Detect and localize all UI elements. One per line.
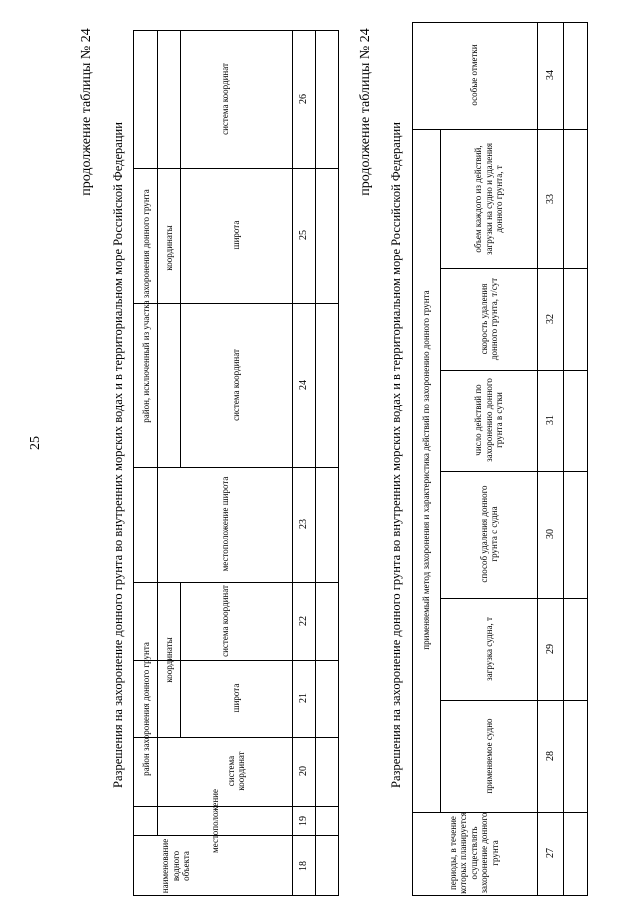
hdr-coord-system-3: система координат <box>230 349 241 421</box>
hdr-object-name: наименование водного объекта <box>160 838 192 894</box>
hdr-coordinates: координаты <box>163 637 174 683</box>
page-number: 25 <box>28 436 43 450</box>
hdr-coord-system-1: система координат <box>225 751 246 791</box>
col-num-22: 22 <box>297 616 309 626</box>
hdr-burial-area: район захоронения донного грунта <box>140 642 151 776</box>
continuation-caption-1: продолжение таблицы № 24 <box>79 28 94 196</box>
hdr-notes: особые отметки <box>468 44 479 106</box>
col-num-27: 27 <box>544 848 556 858</box>
col-num-25: 25 <box>297 230 309 240</box>
hdr-load: загрузка судна, т <box>483 617 494 681</box>
col-num-34: 34 <box>544 70 556 80</box>
hdr-location: местоположение <box>209 789 220 853</box>
col-num-30: 30 <box>544 529 556 539</box>
hdr-latitude-1: широта <box>230 683 241 713</box>
hdr-method: применяемый метод захоронения и характеристика действий по захоронению донного грунта <box>420 290 431 650</box>
hdr-periods: периоды, в течение которых планируется осуществлять захоронение донного грунта <box>448 812 500 894</box>
col-num-19: 19 <box>297 816 309 826</box>
col-num-23: 23 <box>297 519 309 529</box>
col-num-21: 21 <box>297 693 309 703</box>
hdr-excluded-area: район, исключенный из участка захоронения донного грунта <box>140 189 151 423</box>
col-num-32: 32 <box>544 314 556 324</box>
col-num-31: 31 <box>544 415 556 425</box>
hdr-unload-method: способ удаления донного грунта с судна <box>478 485 499 583</box>
continuation-caption-2: продолжение таблицы № 24 <box>358 28 373 196</box>
hdr-location-latitude: местоположение широта <box>219 476 230 572</box>
col-num-33: 33 <box>544 194 556 204</box>
hdr-actions-per-day: число действий по захоронению донного грунта в сутки <box>473 378 505 462</box>
col-num-18: 18 <box>297 861 309 871</box>
table-title-1: Разрешения на захоронение донного грунта во внутренних морских водах и в территориальном море Российской Федерации <box>110 122 125 788</box>
hdr-latitude-2: широта <box>230 220 241 250</box>
hdr-coord-system-4: система координат <box>219 63 230 135</box>
table-title-2: Разрешения на захоронение донного грунта во внутренних морских водах и в территориальном море Российской Федерации <box>388 122 403 788</box>
hdr-vessel: применяемое судно <box>483 718 494 794</box>
col-num-24: 24 <box>297 380 309 390</box>
hdr-coord-system-2: система координат <box>219 585 230 657</box>
hdr-unload-speed: скорость удаления донного грунта, т/сут <box>478 277 499 361</box>
col-num-28: 28 <box>544 751 556 761</box>
col-num-20: 20 <box>297 766 309 776</box>
col-num-29: 29 <box>544 644 556 654</box>
col-num-26: 26 <box>297 94 309 104</box>
hdr-volume: объем каждого из действий, загрузки на судно и удаления донного грунта, т <box>473 142 505 256</box>
hdr-coordinates-2: координаты <box>163 225 174 271</box>
